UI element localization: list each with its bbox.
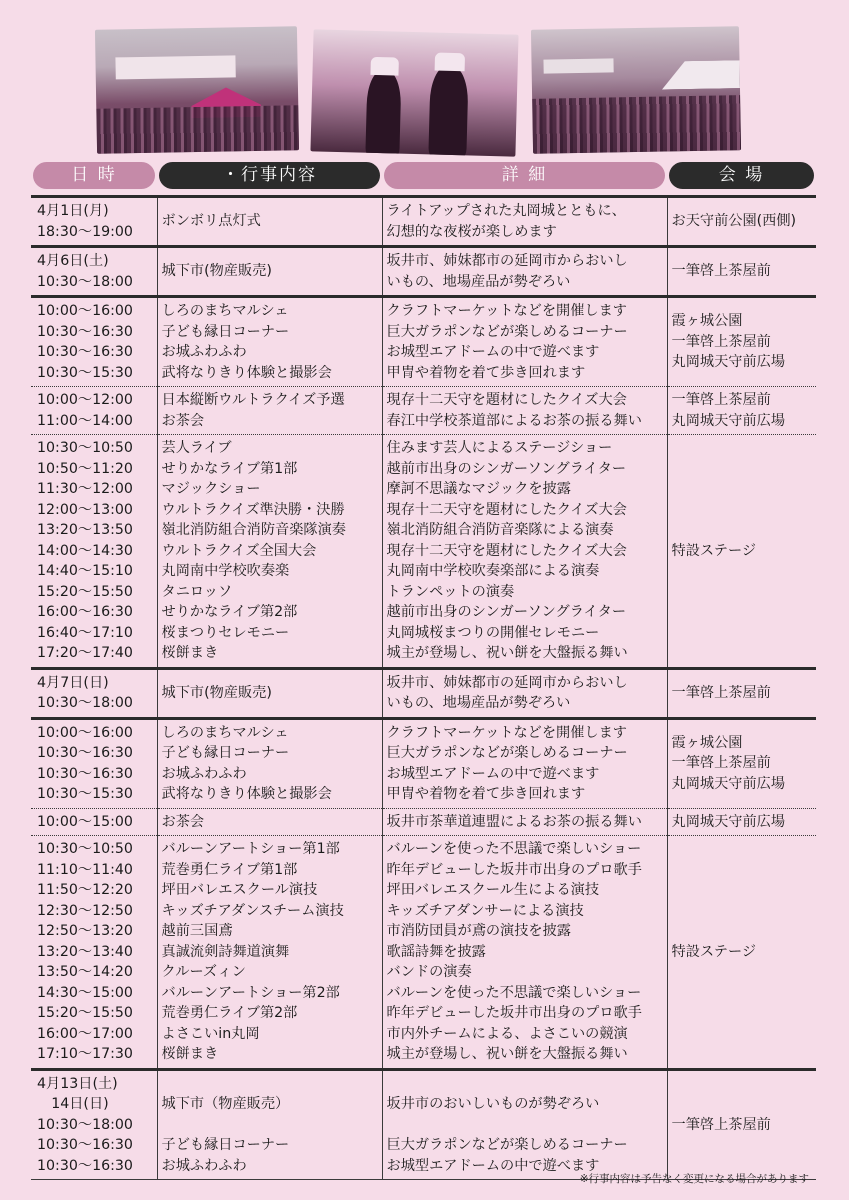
detail-cell [382, 297, 667, 387]
event-line: 日本縦断ウルトラクイズ予選 [161, 392, 345, 408]
detail-line: 春江中学校茶道部によるお茶の振る舞い [386, 412, 642, 429]
venue-line: 特設ステージ [671, 943, 757, 960]
event-line: お城ふわふわ [161, 1157, 247, 1174]
event-line: お城ふわふわ [161, 344, 247, 360]
venue-line: 一筆啓上茶屋前 [671, 263, 771, 280]
time-line: 10:30〜15:30 [37, 364, 133, 381]
detail-line: いもの、地場産品が勢ぞろい [386, 273, 571, 290]
event-line: バルーンアートショー第2部 [161, 984, 340, 1001]
event-cell [157, 297, 382, 387]
detail-cell [382, 668, 667, 718]
detail-line: 昨年デビューした坂井市出身のプロ歌手 [386, 1005, 642, 1021]
event-line: 子ども縁日コーナー [161, 1137, 290, 1153]
time-cell [31, 808, 157, 836]
time-line: 10:30〜16:30 [37, 323, 133, 340]
venue-line: 丸岡城天守前広場 [671, 354, 786, 371]
event-line: 城下市(物産販売) [161, 263, 272, 280]
event-line: 城下市(物産販売) [161, 684, 272, 701]
detail-cell [382, 197, 667, 247]
event-line: せりかなライブ第1部 [161, 460, 298, 477]
event-line: 城下市（物産販売） [161, 1096, 290, 1112]
schedule-row [31, 197, 816, 247]
time-cell [31, 836, 157, 1070]
photo-strip [96, 26, 740, 154]
time-line: 14:00〜14:30 [37, 542, 133, 559]
event-cell [157, 435, 382, 669]
schedule-row [31, 387, 816, 435]
time-line: 10:00〜16:00 [37, 303, 133, 319]
event-line: キッズチアダンスチーム演技 [161, 902, 344, 919]
detail-line: 城主が登場し、祝い餅を大盤振る舞い [386, 645, 628, 661]
time-line: 4月7日(日) [37, 674, 109, 691]
detail-line: 坂井市茶華道連盟によるお茶の振る舞い [386, 813, 642, 830]
time-line: 12:50〜13:20 [37, 923, 133, 939]
detail-line: 巨大ガラポンなどが楽しめるコーナー [386, 1137, 628, 1153]
detail-line: 越前市出身のシンガーソングライター [386, 604, 627, 620]
event-line [162, 1115, 378, 1136]
event-line: よさこいin丸岡 [161, 1025, 260, 1042]
time-cell [31, 387, 157, 435]
event-line: 真誠流剣詩舞道演舞 [161, 943, 290, 960]
event-line: バルーンアートショー第1部 [161, 841, 340, 857]
time-line: 17:10〜17:30 [37, 1046, 133, 1062]
header-detail: 詳 細 [382, 160, 667, 197]
detail-line: バルーンを使った不思議で楽しいショー [386, 984, 642, 1001]
time-cell [31, 435, 157, 669]
event-line: 桜餅まき [161, 645, 219, 661]
venue-cell [667, 387, 816, 435]
detail-line: トランペットの演奏 [386, 583, 515, 600]
detail-cell [382, 387, 667, 435]
venue-line: お天守前公園(西側) [671, 213, 797, 230]
detail-line: 丸岡城桜まつりの開催セレモニー [386, 624, 600, 641]
detail-line: 昨年デビューした坂井市出身のプロ歌手 [386, 861, 642, 878]
detail-cell [382, 435, 667, 669]
detail-line: 現存十二天守を題材にしたクイズ大会 [386, 501, 627, 518]
time-line: 14:40〜15:10 [37, 563, 133, 579]
venue-line: 丸岡城天守前広場 [671, 813, 786, 830]
time-line: 10:30〜10:50 [37, 841, 133, 857]
event-line: お茶会 [161, 412, 205, 429]
time-line: 11:10〜11:40 [37, 861, 133, 878]
schedule-row [31, 247, 816, 297]
header-datetime: 日 時 [31, 160, 157, 197]
time-line: 12:00〜13:00 [37, 501, 133, 518]
time-line: 17:20〜17:40 [37, 645, 133, 661]
venue-cell [667, 435, 816, 669]
venue-line: 特設ステージ [671, 542, 757, 559]
detail-line: お城型エアドームの中で遊べます [386, 765, 600, 782]
time-line: 18:30〜19:00 [37, 223, 133, 240]
detail-line: 摩訶不思議なマジックを披露 [386, 481, 571, 497]
time-line: 15:20〜15:50 [37, 583, 133, 600]
time-cell [31, 668, 157, 718]
event-line: 桜餅まき [161, 1046, 219, 1062]
time-line: 11:00〜14:00 [37, 412, 133, 429]
event-line [162, 1074, 378, 1095]
venue-cell [667, 718, 816, 808]
time-cell [31, 197, 157, 247]
venue-cell [667, 247, 816, 297]
detail-line: 甲冑や着物を着て歩き回れます [386, 364, 586, 381]
time-line: 15:20〜15:50 [37, 1005, 133, 1021]
venue-line: 一筆啓上茶屋前 [671, 392, 771, 408]
detail-cell [382, 1069, 667, 1180]
schedule-row [31, 435, 816, 669]
schedule-row [31, 668, 816, 718]
event-line: 武将なりきり体験と撮影会 [161, 786, 332, 802]
time-line: 16:00〜16:30 [37, 604, 133, 620]
detail-cell [382, 247, 667, 297]
venue-cell [667, 297, 816, 387]
time-line: 10:30〜16:30 [37, 765, 133, 782]
time-cell [31, 247, 157, 297]
venue-cell [667, 1069, 816, 1180]
event-line: 荒巻勇仁ライブ第2部 [161, 1005, 298, 1021]
time-line: 4月1日(月) [37, 203, 109, 219]
detail-line: 現存十二天守を題材にしたクイズ大会 [386, 392, 627, 408]
time-cell [31, 297, 157, 387]
detail-line: 嶺北消防組合消防音楽隊による演奏 [386, 522, 614, 538]
event-line: ウルトラクイズ準決勝・決勝 [161, 501, 345, 518]
time-line: 10:30〜16:30 [37, 344, 133, 360]
detail-line: 丸岡南中学校吹奏楽部による演奏 [386, 563, 600, 579]
event-line: タニロッソ [161, 583, 233, 600]
venue-cell [667, 836, 816, 1070]
venue-line: 一筆啓上茶屋前 [671, 684, 771, 701]
time-line: 10:30〜15:30 [37, 786, 133, 802]
time-line: 14日(日) [37, 1096, 109, 1112]
time-line: 14:30〜15:00 [37, 984, 133, 1001]
detail-line: いもの、地場産品が勢ぞろい [386, 695, 571, 711]
time-line: 10:30〜18:00 [37, 1116, 133, 1133]
schedule-row [31, 1069, 816, 1180]
time-line: 10:50〜11:20 [37, 460, 133, 477]
event-line: 武将なりきり体験と撮影会 [161, 364, 332, 381]
header-venue: 会 場 [667, 160, 816, 197]
schedule-row [31, 808, 816, 836]
event-line: 芸人ライブ [161, 440, 232, 456]
time-line: 10:30〜10:50 [37, 440, 133, 456]
event-cell [157, 197, 382, 247]
event-line: ボンボリ点灯式 [161, 213, 261, 230]
event-cell [157, 387, 382, 435]
detail-cell [382, 836, 667, 1070]
event-cell [157, 247, 382, 297]
detail-line: キッズチアダンサーによる演技 [386, 902, 584, 919]
festival-crowd-photo [95, 26, 299, 154]
detail-line: 現存十二天守を題材にしたクイズ大会 [386, 542, 627, 559]
event-line: 子ども縁日コーナー [161, 745, 290, 761]
event-line: 嶺北消防組合消防音楽隊演奏 [161, 522, 346, 538]
time-line: 4月6日(土) [37, 253, 109, 269]
detail-line: 越前市出身のシンガーソングライター [386, 460, 627, 477]
detail-line: お城型エアドームの中で遊べます [386, 1157, 600, 1174]
detail-line: 市消防団員が鳶の演技を披露 [386, 923, 571, 939]
time-line: 10:30〜16:30 [37, 1157, 133, 1174]
time-line: 10:30〜18:00 [37, 273, 133, 290]
time-line: 10:00〜12:00 [37, 392, 133, 408]
schedule-row [31, 836, 816, 1070]
detail-line: 城主が登場し、祝い餅を大盤振る舞い [386, 1046, 628, 1062]
venue-line: 一筆啓上茶屋前 [671, 755, 771, 772]
detail-line [387, 1115, 663, 1136]
venue-line: 丸岡城天守前広場 [671, 775, 786, 792]
event-line: せりかなライブ第2部 [161, 604, 298, 620]
footnote: ※行事内容は予告なく変更になる場合があります [579, 1173, 809, 1185]
event-line: 坪田バレエスクール演技 [161, 882, 318, 898]
detail-line: 巨大ガラポンなどが楽しめるコーナー [386, 745, 628, 761]
event-cell [157, 808, 382, 836]
trumpet-performers-photo [310, 29, 518, 156]
detail-line [387, 1074, 663, 1095]
event-cell [157, 668, 382, 718]
detail-line: 坂井市、姉妹都市の延岡市からおいし [386, 674, 628, 691]
detail-line: 甲冑や着物を着て歩き回れます [386, 786, 586, 802]
time-line: 10:30〜16:30 [37, 1137, 133, 1153]
time-line: 10:30〜18:00 [37, 695, 133, 711]
venue-cell [667, 668, 816, 718]
detail-cell [382, 808, 667, 836]
event-line: クルーズィン [161, 964, 246, 980]
detail-line: 住みます芸人によるステージショー [386, 440, 613, 456]
venue-cell [667, 808, 816, 836]
venue-cell [667, 197, 816, 247]
schedule-table [31, 160, 816, 1180]
detail-line: クラフトマーケットなどを開催します [386, 724, 627, 741]
event-line: お茶会 [161, 813, 205, 830]
venue-line: 一筆啓上茶屋前 [671, 333, 771, 350]
time-line: 12:30〜12:50 [37, 902, 133, 919]
detail-line: バンドの演奏 [386, 964, 472, 980]
venue-line: 丸岡城天守前広場 [671, 412, 786, 429]
event-line: しろのまちマルシェ [161, 303, 289, 319]
time-line: 10:00〜15:00 [37, 813, 133, 830]
time-line: 4月13日(土) [37, 1075, 118, 1092]
stage-crowd-photo [531, 26, 741, 154]
time-cell [31, 718, 157, 808]
detail-line: 坪田バレエスクール生による演技 [386, 882, 600, 898]
time-line: 11:50〜12:20 [37, 882, 133, 898]
event-line: マジックショー [161, 481, 261, 497]
detail-line: 歌謡詩舞を披露 [386, 943, 486, 960]
event-line: 丸岡南中学校吹奏楽 [161, 563, 290, 579]
time-line: 13:50〜14:20 [37, 964, 133, 980]
detail-cell [382, 718, 667, 808]
time-line: 10:00〜16:00 [37, 724, 133, 741]
event-line: 桜まつりセレモニー [161, 624, 290, 641]
detail-line: クラフトマーケットなどを開催します [386, 303, 627, 319]
time-line: 13:20〜13:40 [37, 943, 133, 960]
time-line: 11:30〜12:00 [37, 481, 133, 497]
time-cell [31, 1069, 157, 1180]
time-line: 16:00〜17:00 [37, 1025, 133, 1042]
time-line: 16:40〜17:10 [37, 624, 133, 641]
detail-line: 坂井市のおいしいものが勢ぞろい [386, 1096, 600, 1112]
venue-line: 一筆啓上茶屋前 [671, 1116, 771, 1133]
schedule-row [31, 718, 816, 808]
detail-line: 市内外チームによる、よさこいの競演 [386, 1025, 628, 1042]
time-line: 13:20〜13:50 [37, 522, 133, 538]
detail-line: お城型エアドームの中で遊べます [386, 344, 600, 360]
time-line: 10:30〜16:30 [37, 745, 133, 761]
schedule-row [31, 297, 816, 387]
header-event: ・行事内容 [157, 160, 382, 197]
event-cell [157, 836, 382, 1070]
detail-line: 坂井市、姉妹都市の延岡市からおいし [386, 253, 628, 269]
event-line: しろのまちマルシェ [161, 724, 289, 741]
venue-line: 霞ヶ城公園 [671, 313, 743, 330]
venue-line: 霞ヶ城公園 [671, 734, 743, 751]
event-cell [157, 718, 382, 808]
event-line: 荒巻勇仁ライブ第1部 [161, 861, 298, 878]
detail-line: バルーンを使った不思議で楽しいショー [386, 841, 642, 857]
detail-line: 巨大ガラポンなどが楽しめるコーナー [386, 323, 628, 340]
event-line: 子ども縁日コーナー [161, 323, 290, 340]
event-line: 越前三国鳶 [161, 923, 233, 939]
detail-line: ライトアップされた丸岡城とともに、 [386, 203, 626, 219]
event-cell [157, 1069, 382, 1180]
event-line: お城ふわふわ [161, 765, 247, 782]
event-line: ウルトラクイズ全国大会 [161, 542, 317, 559]
detail-line: 幻想的な夜桜が楽しめます [386, 223, 557, 240]
